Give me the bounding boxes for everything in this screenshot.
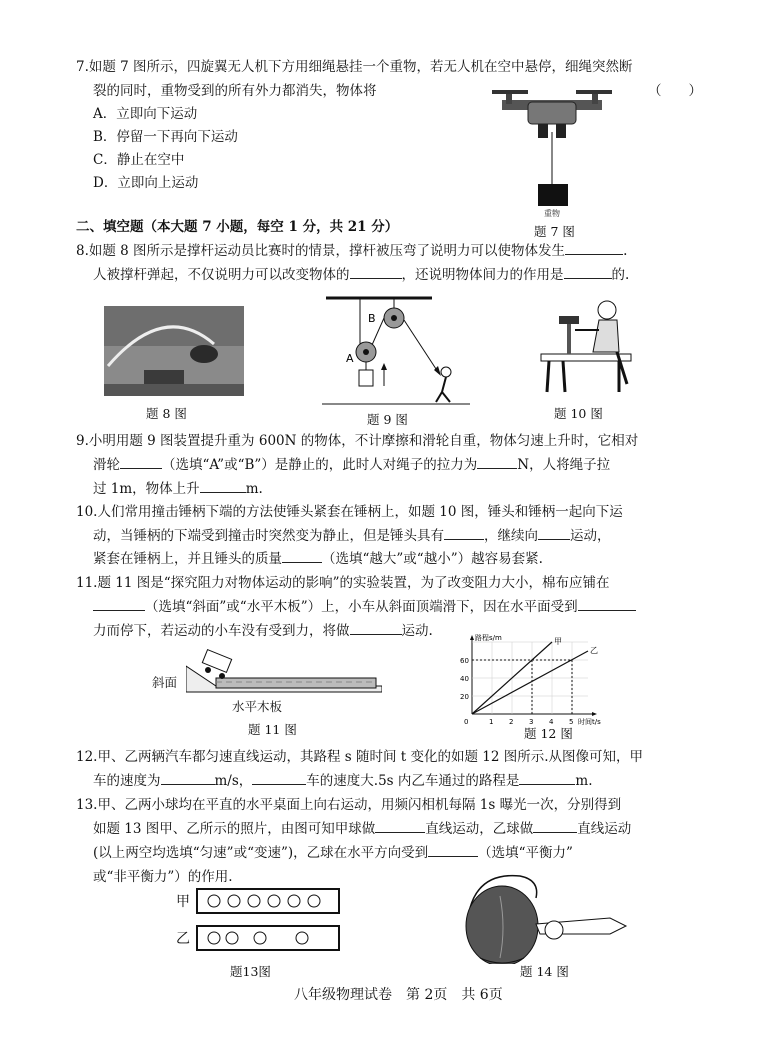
q9-line2: 滑轮 （选填“A”或“B”）是静止的，此时人对绳子的拉力为 N，人将绳子拉 xyxy=(93,454,610,476)
caption-fig7: 题 7 图 xyxy=(534,224,575,239)
caption-fig10: 题 10 图 xyxy=(554,406,603,421)
q11-blank-3[interactable] xyxy=(350,620,402,635)
q8-blank-3[interactable] xyxy=(564,264,612,279)
caption-fig14: 题 14 图 xyxy=(520,964,569,979)
up-arrow xyxy=(381,363,387,370)
q9-line3: 过 1m，物体上升 m. xyxy=(93,478,263,500)
q8-blank-2[interactable] xyxy=(350,264,402,279)
q9-blank-3[interactable] xyxy=(200,478,246,493)
q8-line2: 人被撑杆弹起，不仅说明力可以改变物体的 ，还说明物体间力的作用是 的. xyxy=(93,264,629,286)
pulley-b-label: B xyxy=(368,312,376,325)
x-axis-label: 时间t/s xyxy=(578,718,601,726)
drone-figure xyxy=(492,88,612,220)
q13-blank-3[interactable] xyxy=(428,842,478,857)
drone-rotor-right xyxy=(576,90,612,94)
pulley-figure xyxy=(322,290,470,408)
pulley-a-label: A xyxy=(346,352,354,365)
q10-blank-3[interactable] xyxy=(282,548,322,563)
label-jia: 甲 xyxy=(176,894,190,910)
drone-body xyxy=(528,102,576,124)
q7-option-b: B．停留一下再向下运动 xyxy=(93,129,238,145)
man-body xyxy=(593,320,619,352)
ball-jia xyxy=(288,895,300,907)
q10-blank-2[interactable] xyxy=(538,525,570,540)
q8-line1: 8.如题 8 图所示是撑杆运动员比赛时的情景，撑杆被压弯了说明力可以使物体发生 . xyxy=(76,240,627,262)
ball-jia xyxy=(248,895,260,907)
series-label-yi: 乙 xyxy=(590,646,598,655)
q12-line2: 车的速度为 m/s， 车的速度大.5s 内乙车通过的路程是 m. xyxy=(93,770,592,792)
section-title: 二、填空题（本大题 7 小题，每空 1 分，共 21 分） xyxy=(76,219,399,235)
y-axis-arrow xyxy=(470,635,474,640)
label-board: 水平木板 xyxy=(232,699,283,714)
weight-block xyxy=(538,184,568,206)
x-tick-label: 2 xyxy=(509,718,514,726)
ball-jia xyxy=(208,895,220,907)
q7-line2: 裂的同时，重物受到的所有外力都消失，物体将 xyxy=(93,83,377,99)
balloon-figure xyxy=(440,868,630,964)
q11-blank-2[interactable] xyxy=(578,596,636,611)
caption-fig12: 题 12 图 xyxy=(524,726,573,741)
page-footer: 八年级物理试卷 第 2页 共 6页 xyxy=(294,987,503,1003)
x-tick-label: 1 xyxy=(489,718,494,726)
q8-blank-1[interactable] xyxy=(565,240,623,255)
ball-jia xyxy=(268,895,280,907)
q12-line1: 12.甲、乙两辆汽车都匀速直线运动，其路程 s 随时间 t 变化的如题 12 图所示.从图像可知，甲 xyxy=(76,749,644,765)
ball-jia xyxy=(228,895,240,907)
person-head xyxy=(441,367,451,377)
q7-option-a: A．立即向下运动 xyxy=(93,106,198,122)
q7-option-c: C．静止在空中 xyxy=(93,152,185,168)
label-slope: 斜面 xyxy=(152,675,178,690)
q9-line1: 9.小明用题 9 图装置提升重为 600N 的物体，不计摩擦和滑轮自重，物体匀速上升时，它相对 xyxy=(76,433,639,449)
y-tick-label: 60 xyxy=(460,657,469,665)
series-label-jia: 甲 xyxy=(554,637,562,646)
q12-blank-1[interactable] xyxy=(161,770,215,785)
caption-fig11: 题 11 图 xyxy=(248,722,297,737)
caption-fig9: 题 9 图 xyxy=(367,412,408,427)
q13-line4: 或“非平衡力”）的作用. xyxy=(93,869,233,885)
pull-rope xyxy=(404,320,438,372)
q11-line1: 11.题 11 图是“探究阻力对物体运动的影响”的实验装置，为了改变阻力大小，棉布应铺在 xyxy=(76,575,610,591)
caption-fig8: 题 8 图 xyxy=(146,406,187,421)
ball-yi xyxy=(208,932,220,944)
drone-rotor-left xyxy=(492,90,528,94)
x-tick-label: 5 xyxy=(569,718,574,726)
strobe-photos xyxy=(196,888,342,952)
x-tick-label: 3 xyxy=(529,718,534,726)
ball-yi xyxy=(226,932,238,944)
q11-line2: （选填“斜面”或“水平木板”）上，小车从斜面顶端滑下，因在水平面受到 xyxy=(93,596,636,618)
q13-line2: 如题 13 图甲、乙所示的照片，由图可知甲球做 直线运动，乙球做 直线运动 xyxy=(93,818,631,840)
q12-blank-3[interactable] xyxy=(519,770,575,785)
q10-line1: 10.人们常用撞击锤柄下端的方法使锤头紧套在锤柄上，如题 10 图，锤头和锤柄一起向下运 xyxy=(76,504,623,520)
q10-blank-1[interactable] xyxy=(444,525,484,540)
y-tick-label: 20 xyxy=(460,693,469,701)
q13-line1: 13.甲、乙两小球均在平直的水平桌面上向右运动，用频闪相机每隔 1s 曝光一次，分别得到 xyxy=(76,797,622,813)
x-tick-label: 4 xyxy=(549,718,554,726)
man-head xyxy=(598,301,616,319)
slope-figure xyxy=(186,648,382,694)
q11-blank-1[interactable] xyxy=(93,596,145,611)
pole-vault-photo xyxy=(104,306,244,396)
ball-yi xyxy=(254,932,266,944)
hammer-handle xyxy=(567,322,571,354)
hammer-head xyxy=(559,316,579,324)
q13-blank-1[interactable] xyxy=(375,818,425,833)
horizontal-board xyxy=(216,678,376,688)
q10-line2: 动，当锤柄的下端受到撞击时突然变为静止，但是锤头具有 ，继续向 运动， xyxy=(93,525,611,547)
ball-yi xyxy=(296,932,308,944)
q10-line3: 紧套在锤柄上，并且锤头的质量 （选填“越大”或“越小”）越容易套紧. xyxy=(93,548,543,570)
ball-jia xyxy=(308,895,320,907)
q7-line1: 7.如题 7 图所示，四旋翼无人机下方用细绳悬挂一个重物，若无人机在空中悬停，细绳突然断 xyxy=(76,59,633,75)
caption-fig13: 题13图 xyxy=(230,964,271,979)
q13-blank-2[interactable] xyxy=(533,818,577,833)
load-block xyxy=(359,370,373,386)
q9-blank-1[interactable] xyxy=(120,454,162,469)
q12-blank-2[interactable] xyxy=(252,770,306,785)
label-yi: 乙 xyxy=(176,931,190,947)
balloon xyxy=(466,886,538,964)
hammer-figure xyxy=(533,296,639,396)
x-axis-arrow xyxy=(592,712,597,716)
q13-line3: (以上两空均选填“匀速”或“变速”)，乙球在水平方向受到 （选填“平衡力” xyxy=(93,842,573,864)
q11-line3: 力而停下，若运动的小车没有受到力，将做 运动. xyxy=(93,620,433,642)
y-axis-label: 路程s/m xyxy=(475,634,502,642)
q9-blank-2[interactable] xyxy=(477,454,517,469)
weight-label: 重物 xyxy=(544,209,560,218)
q7-option-d: D．立即向上运动 xyxy=(93,175,199,191)
y-tick-label: 40 xyxy=(460,675,469,683)
st-chart xyxy=(446,630,624,726)
origin-label: 0 xyxy=(464,718,469,726)
q7-answer-paren: （ ） xyxy=(648,83,702,99)
athlete xyxy=(190,345,218,363)
